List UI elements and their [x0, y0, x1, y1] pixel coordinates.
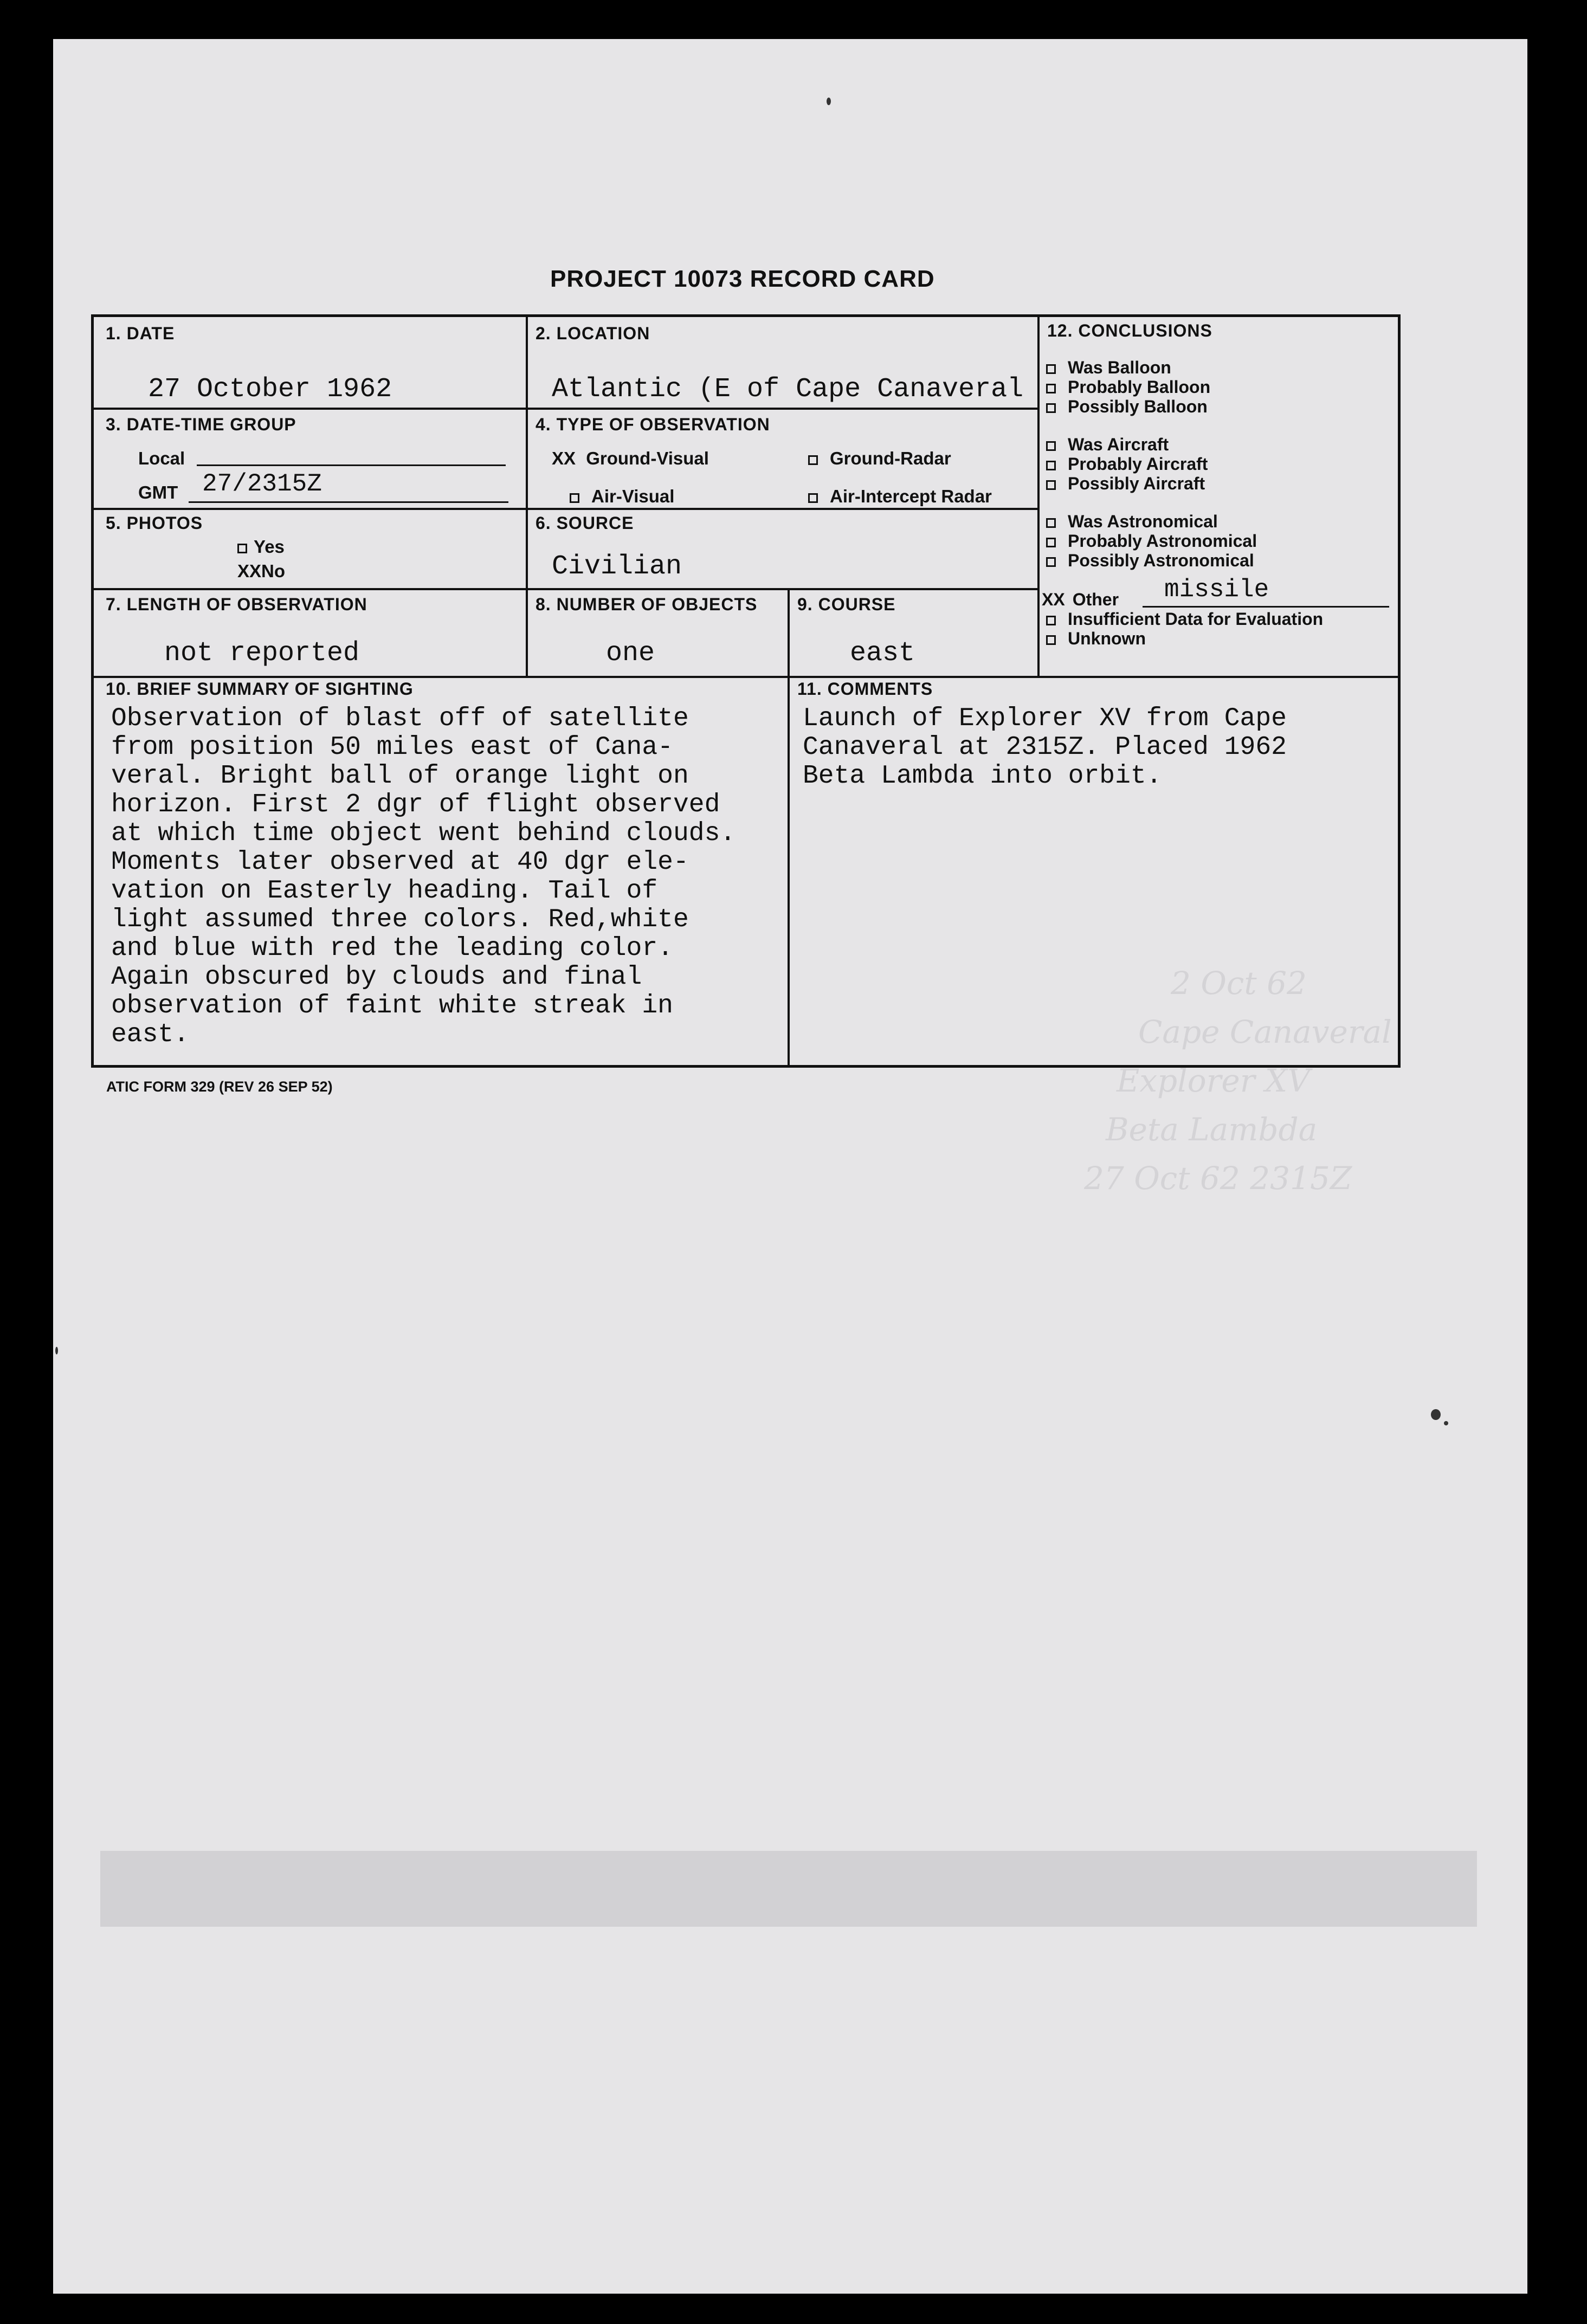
air-visual-option [570, 486, 674, 507]
summary-line: veral. Bright ball of orange light on [111, 761, 689, 791]
bleed-through-line-1: 2 Oct 62 [1171, 965, 1307, 1002]
number-of-objects-label: 8. NUMBER OF OBJECTS [536, 595, 758, 614]
conclusion-option: Possibly Aircraft [1046, 474, 1205, 494]
conclusion-option: Was Aircraft [1046, 435, 1169, 455]
local-label: Local [138, 448, 185, 468]
summary-line: from position 50 miles east of Cana- [111, 733, 673, 762]
checkbox-icon [1046, 364, 1056, 374]
speck [55, 1347, 58, 1354]
ground-visual-mark: XX [552, 448, 576, 468]
row-divider [94, 508, 1040, 510]
checkbox-icon [1046, 635, 1056, 645]
summary-line: at which time object went behind clouds. [111, 819, 736, 848]
air-visual-text: Air-Visual [591, 486, 675, 506]
comments-line: Canaveral at 2315Z. Placed 1962 [803, 733, 1287, 762]
checkbox-icon [1046, 480, 1056, 490]
row-divider [94, 676, 1398, 678]
course-label: 9. COURSE [797, 595, 896, 614]
bleed-through-line-3: Explorer XV [1117, 1062, 1311, 1099]
ground-radar-option [808, 448, 951, 469]
type-of-observation-label: 4. TYPE OF OBSERVATION [536, 415, 770, 434]
summary-line: Moments later observed at 40 dgr ele- [111, 848, 689, 877]
other-mark: XX [1042, 590, 1065, 609]
conclusion-other [1042, 590, 1119, 610]
row-divider [94, 588, 1040, 590]
bleed-through-line-5: 27 Oct 62 2315Z [1084, 1160, 1352, 1197]
checkbox-icon [1046, 557, 1056, 567]
speck [827, 98, 831, 105]
summary-line: east. [111, 1020, 190, 1049]
conclusion-option: Was Balloon [1046, 358, 1171, 378]
source-label: 6. SOURCE [536, 513, 634, 533]
ground-radar-text: Ground-Radar [830, 448, 951, 468]
conclusion-option: Possibly Balloon [1046, 397, 1208, 417]
air-intercept-radar-text: Air-Intercept Radar [830, 486, 992, 506]
summary-line: and blue with red the leading color. [111, 934, 673, 963]
summary-line: horizon. First 2 dgr of flight observed [111, 790, 720, 819]
conclusions-label: 12. CONCLUSIONS [1047, 321, 1212, 340]
checkbox-icon [570, 493, 579, 503]
form-number: ATIC FORM 329 (REV 26 SEP 52) [106, 1079, 333, 1095]
paper-shadow [100, 1851, 1477, 1927]
comments-label: 11. COMMENTS [797, 679, 933, 699]
checkbox-icon [1046, 384, 1056, 393]
checkbox-icon [1046, 441, 1056, 451]
other-underline [1143, 606, 1389, 608]
speck [1444, 1421, 1448, 1425]
bleed-through-line-2: Cape Canaveral [1138, 1013, 1392, 1050]
checkbox-icon [1046, 461, 1056, 470]
bleed-through-line-4: Beta Lambda [1106, 1111, 1318, 1148]
conclusion-option: Possibly Astronomical [1046, 551, 1254, 571]
conclusion-option: Probably Astronomical [1046, 531, 1257, 551]
photos-no-option [237, 561, 285, 582]
card-title: PROJECT 10073 RECORD CARD [550, 266, 935, 292]
source-value: Civilian [552, 551, 682, 582]
checkbox-icon [808, 493, 818, 503]
photos-label: 5. PHOTOS [106, 513, 203, 533]
local-underline [197, 464, 506, 466]
checkbox-icon [1046, 616, 1056, 625]
checkbox-icon [1046, 538, 1056, 547]
course-value: east [850, 638, 915, 669]
datetime-label: 3. DATE-TIME GROUP [106, 415, 296, 434]
comments-line: Beta Lambda into orbit. [803, 761, 1162, 791]
checkbox-icon [1046, 403, 1056, 413]
column-divider [526, 317, 528, 676]
summary-text [111, 705, 736, 1049]
gmt-value: 27/2315Z [202, 470, 322, 498]
comments-text [803, 705, 1287, 791]
checkbox-icon [1046, 518, 1056, 528]
air-intercept-radar-option [808, 486, 992, 507]
summary-line: Again obscured by clouds and final [111, 963, 642, 992]
conclusion-option: Was Astronomical [1046, 512, 1218, 532]
column-divider [1037, 317, 1040, 676]
conclusion-insufficient: Insufficient Data for Evaluation [1046, 609, 1323, 629]
summary-line: vation on Easterly heading. Tail of [111, 876, 658, 906]
date-label: 1. DATE [106, 324, 175, 343]
ground-visual-text: Ground-Visual [586, 448, 709, 468]
conclusion-option: Probably Aircraft [1046, 454, 1208, 474]
comments-line: Launch of Explorer XV from Cape [803, 704, 1287, 733]
length-label: 7. LENGTH OF OBSERVATION [106, 595, 367, 614]
summary-line: Observation of blast off of satellite [111, 704, 689, 733]
summary-line: light assumed three colors. Red,white [111, 905, 689, 934]
conclusion-option: Probably Balloon [1046, 377, 1210, 397]
column-divider [788, 588, 790, 1065]
record-card [91, 314, 1401, 1068]
summary-label: 10. BRIEF SUMMARY OF SIGHTING [106, 679, 414, 699]
row-divider [94, 408, 1040, 410]
photos-yes-option [237, 537, 285, 557]
number-of-objects-value: one [606, 638, 655, 669]
date-value: 27 October 1962 [148, 374, 392, 405]
photos-yes-text: Yes [254, 537, 285, 557]
checkbox-icon [808, 455, 818, 465]
photos-no-text: No [261, 561, 286, 581]
ground-visual-option [552, 448, 709, 469]
conclusion-unknown: Unknown [1046, 629, 1146, 649]
checkbox-icon [237, 544, 247, 553]
other-text: Other [1072, 590, 1119, 609]
location-label: 2. LOCATION [536, 324, 650, 343]
gmt-label: GMT [138, 482, 178, 502]
summary-line: observation of faint white streak in [111, 991, 673, 1021]
location-value: Atlantic (E of Cape Canaveral [552, 374, 1024, 405]
photos-no-mark: XX [237, 561, 262, 581]
speck [1431, 1409, 1441, 1420]
other-value: missile [1164, 576, 1269, 604]
gmt-underline [189, 501, 508, 503]
length-value: not reported [164, 638, 360, 669]
